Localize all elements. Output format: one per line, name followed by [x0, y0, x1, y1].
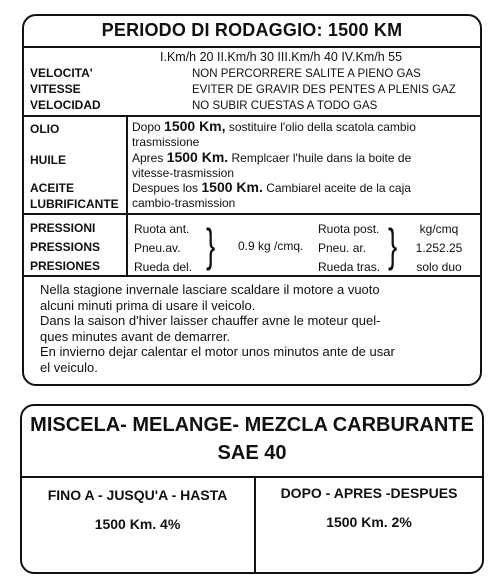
break-in-mix-value: 1500 Km. 4% [94, 516, 181, 532]
pressure-column-divider [126, 213, 128, 275]
pressure-label-es: PRESIONES [30, 259, 101, 273]
rear-brace: } [388, 219, 398, 271]
break-in-heading: FINO A - JUSQU'A - HASTA [47, 487, 228, 503]
title-divider [23, 46, 481, 48]
oil-column-divider [126, 115, 128, 213]
oil-label-it: OLIO [30, 122, 60, 136]
oil-label-lubricant: LUBRIFICANTE [30, 197, 119, 211]
speed-divider [23, 115, 481, 117]
oil-instruction-es: Despues los 1500 Km. Cambiarel aceite de la caja cambio-trasmission [132, 179, 411, 210]
speed-labels [30, 65, 101, 113]
oil-divider [23, 213, 481, 215]
speed-label-es: VELOCIDAD [30, 98, 101, 112]
speed-warnings [192, 66, 456, 114]
rear-pressure-values: kg/cmq 1.252.25 solo duo [415, 222, 463, 274]
pressure-labels [30, 219, 100, 276]
speed-warning-es: NO SUBIR CUESTAS A TODO GAS [192, 100, 378, 112]
fuel-mix-title: MISCELA- MELANGE- MEZCLA CARBURANTE [30, 414, 474, 436]
after-break-in-mix-value: 1500 Km. 2% [326, 514, 412, 530]
running-in-title: PERIODO DI RODAGGIO: 1500 KM [101, 20, 403, 40]
fuel-mix-divider [21, 476, 483, 478]
speed-warning-it: NON PERCORRERE SALITE A PIENO GAS [192, 68, 421, 80]
front-tyre-labels: Ruota ant. Pneu.av. Rueda del. [134, 222, 193, 274]
winter-note: Nella stagione invernale lasciare scaldare il motore a vuoto alcuni minuti prima di usare il veicolo. Dans la saison d'hiver laisser chauffer avne le moteur quel- ques minutes avant de demarrer. En invierno dejar calentar el motor unos minutos ante de usar el veiculo. [40, 282, 395, 375]
speed-warning-fr: EVITER DE GRAVIR DES PENTES A PLENIS GAZ [192, 84, 456, 96]
oil-instruction-it: Dopo 1500 Km, sostituire l'olio della scatola cambio trasmissione [132, 118, 416, 149]
pressure-label-it: PRESSIONI [30, 221, 96, 235]
oil-instruction-fr: Apres 1500 Km. Remplcaer l'huile dans la boite de vitesse-trasmission [132, 149, 412, 180]
oil-label-fr: HUILE [30, 153, 66, 167]
oil-label-es: ACEITE [30, 181, 75, 195]
front-pressure-value: 0.9 kg /cmq. [238, 239, 304, 253]
pressure-label-fr: PRESSIONS [30, 240, 101, 254]
after-break-in-heading: DOPO - APRES -DESPUES [280, 485, 458, 501]
fuel-mix-subtitle: SAE 40 [217, 442, 287, 464]
speed-label-it: VELOCITA' [30, 66, 93, 80]
pressure-divider [23, 275, 481, 277]
rear-tyre-labels: Ruota post. Pneu. ar. Rueda tras. [318, 222, 381, 274]
front-brace: } [206, 219, 216, 271]
speed-label-fr: VITESSE [30, 82, 81, 96]
gear-speed-limits: I.Km/h 20 II.Km/h 30 III.Km/h 40 IV.Km/h 55 [160, 50, 403, 64]
